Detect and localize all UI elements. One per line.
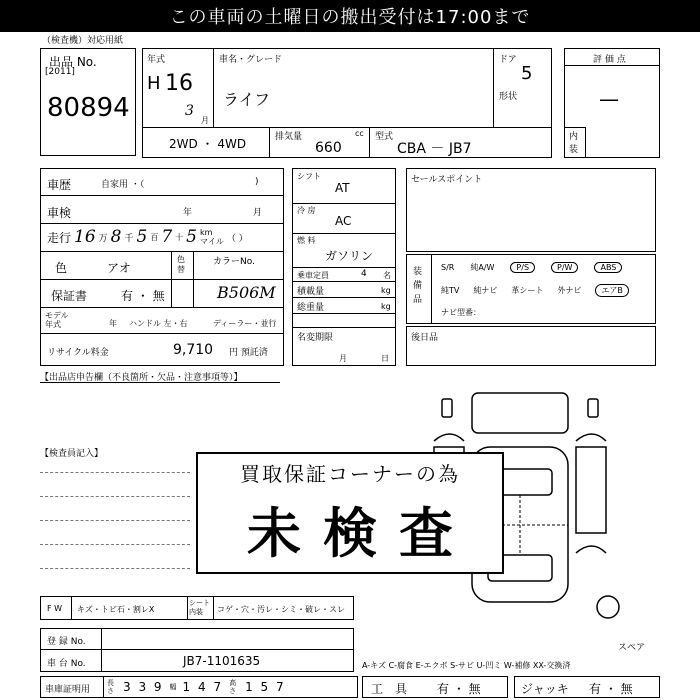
year-era: H <box>147 73 161 94</box>
color-label: 色 <box>55 261 68 275</box>
mileage-v5: 5 <box>186 227 197 247</box>
recycle-unit: 円 預託済 <box>229 348 268 358</box>
header-note: （検査機）対応用紙 <box>42 36 124 46</box>
width-value: 1 4 7 <box>182 680 224 694</box>
shape-label: 形状 <box>499 92 518 102</box>
mileage-label: 走行 <box>47 230 72 245</box>
fw-label: F W <box>47 604 63 613</box>
inspection-year-unit: 年 <box>183 208 193 218</box>
equip-tv: 純TV <box>441 286 460 295</box>
equip-navi-model: ナビ型番： <box>441 308 481 317</box>
width-label: 幅 <box>169 683 177 691</box>
dealer-type: ディーラー・並行 <box>213 319 277 328</box>
name-change-label: 名変期限 <box>297 333 334 343</box>
lot-box <box>40 48 136 156</box>
fuel-label: 燃 料 <box>297 236 316 245</box>
capacity-value: 4 <box>361 269 367 279</box>
warranty-value: 有 ・ 無 <box>121 289 165 303</box>
recycle-label: リサイクル料金 <box>47 348 109 358</box>
equip-power-steering: P/S <box>510 262 535 273</box>
mileage-row <box>47 227 248 247</box>
jack-value: 有 ・ 無 <box>589 682 633 696</box>
inspection-label: 車検 <box>47 206 72 220</box>
load-unit: kg <box>381 286 391 295</box>
mileage-ju: 十 <box>175 232 184 242</box>
equip-sunroof: S/R <box>441 263 455 272</box>
year-value: 16 <box>165 71 193 96</box>
displacement-label: 排気量 <box>275 132 303 142</box>
length-value: 3 3 9 <box>123 680 164 694</box>
color-change-label: 色替 <box>177 255 185 274</box>
color-code-label: カラーNo. <box>213 257 255 267</box>
vehicle-info-block <box>142 48 552 158</box>
mileage-v2: 8 <box>110 227 122 247</box>
inspection-month-unit: 月 <box>253 208 263 218</box>
gross-unit: kg <box>381 302 391 311</box>
sales-point-label: セールスポイント <box>411 175 483 185</box>
garage-cert-label: 車庫証明用 <box>45 685 91 695</box>
door-label: ドア <box>499 55 517 65</box>
declaration-label: 【出品店申告欄（不良箇所・欠品・注意事項等）】 <box>40 373 243 383</box>
year-month: 3 <box>185 103 194 119</box>
gross-label: 総重量 <box>297 303 325 313</box>
length-label: 長さ <box>107 679 114 695</box>
equipment-label: 装備品 <box>413 267 423 305</box>
equipment-row2 <box>441 284 629 297</box>
equip-power-window: P/W <box>551 262 578 273</box>
stamp-line2: 未検査 <box>247 502 475 565</box>
height-label: 高さ <box>229 679 237 695</box>
later-items-box <box>406 326 656 366</box>
jack-row <box>514 676 660 698</box>
color-code-value: B506M <box>217 283 276 302</box>
dimensions <box>107 679 286 695</box>
garage-cert-row <box>40 676 358 698</box>
registration-block <box>40 628 354 672</box>
score-value: — <box>599 87 619 111</box>
stamp-line1: 買取保証コーナーの為 <box>240 462 460 486</box>
seat-label: シート内装 <box>189 599 210 616</box>
history-value: 自家用 ・（ <box>101 180 145 190</box>
score-label: 評 価 点 <box>593 55 626 65</box>
displacement-value: 660 <box>315 140 342 156</box>
capacity-label: 乗車定員 <box>297 271 329 280</box>
sales-point-box <box>406 168 656 252</box>
spare-label: スペア <box>618 643 646 653</box>
tools-label: 工 具 <box>371 682 408 696</box>
model-label: 型式 <box>375 132 394 142</box>
tools-value: 有 ・ 無 <box>437 682 481 696</box>
ac-label: 冷 房 <box>297 206 316 215</box>
ac-value: AC <box>335 214 352 228</box>
model-year-unit: 年 <box>109 319 117 328</box>
car-name: ライフ <box>223 90 271 109</box>
chassis-value: JB7-1101635 <box>183 654 261 668</box>
mileage-sen: 千 <box>124 233 134 244</box>
capacity-unit: 名 <box>383 271 391 280</box>
fuel-value: ガソリン <box>325 249 374 263</box>
spec-block <box>292 168 396 366</box>
model-value: CBA － JB7 <box>397 141 472 157</box>
car-name-label: 車名・グレード <box>219 55 283 65</box>
mileage-v1: 16 <box>74 227 96 247</box>
equip-navi: 純ナビ <box>473 286 498 295</box>
equip-leather: 革シート <box>511 286 544 295</box>
mileage-v3: 5 <box>136 227 148 247</box>
equipment-box <box>406 254 656 324</box>
name-change-month: 月 <box>339 354 347 363</box>
recycle-value: 9,710 <box>173 342 214 358</box>
year-month-unit: 月 <box>201 116 209 125</box>
damage-legend: A-キズ C-腐食 E-エクボ S-サビ U-凹ミ W-補修 XX-交換済 <box>362 661 571 670</box>
mileage-v4: 7 <box>161 227 173 247</box>
history-close: ) <box>255 177 259 187</box>
seat-value: コゲ・穴・汚レ・シミ・破レ・スレ <box>217 605 345 614</box>
saturday-notice-banner: この車両の土曜日の搬出受付は17:00まで <box>0 0 700 32</box>
chassis-label: 車 台 No. <box>47 659 86 669</box>
lot-year-tag: [2011] <box>45 67 75 77</box>
fw-value: キズ・トビ石・割レX <box>77 605 155 614</box>
interior-label: 内装 <box>569 132 579 155</box>
history-label: 車歴 <box>47 178 72 192</box>
registration-label: 登 録 No. <box>47 637 86 647</box>
later-items-label: 後日品 <box>411 333 439 343</box>
equip-airbag: エアB <box>595 284 629 297</box>
inspector-label: 【検査員記入】 <box>40 449 104 459</box>
color-value: アオ <box>107 261 131 275</box>
mileage-paren: （ ） <box>226 233 248 244</box>
name-change-day: 日 <box>381 354 389 363</box>
not-inspected-stamp <box>196 452 504 574</box>
door-value: 5 <box>521 63 533 84</box>
mileage-hyaku: 百 <box>150 232 159 242</box>
shift-label: シフト <box>297 172 321 181</box>
shift-value: AT <box>335 181 350 195</box>
mileage-unit-km: km <box>200 228 213 237</box>
year-label: 年式 <box>147 55 166 65</box>
lot-number: 80894 <box>47 93 130 123</box>
equip-ext-navi: 外ナビ <box>557 286 582 295</box>
fw-seat-row <box>40 596 354 620</box>
mileage-unit-mile: マイル <box>200 237 224 246</box>
equip-alloy-wheel: 純A/W <box>470 263 495 272</box>
warranty-label: 保証書 <box>51 289 88 303</box>
model-year-label: モデル年式 <box>45 311 69 329</box>
jack-label: ジャッキ <box>521 682 569 696</box>
handle-side: ハンドル 左・右 <box>129 319 188 328</box>
equipment-row1 <box>441 262 622 273</box>
lot-label: 出品 No. <box>49 55 97 69</box>
drive-type: 2WD ・ 4WD <box>169 137 247 151</box>
load-label: 積載量 <box>297 287 325 297</box>
history-block <box>40 168 284 366</box>
displacement-unit: cc <box>355 129 364 138</box>
height-value: 1 5 7 <box>245 680 286 694</box>
mileage-man: 万 <box>98 233 108 244</box>
tools-row <box>362 676 508 698</box>
equip-abs: ABS <box>594 262 622 273</box>
score-box <box>564 48 660 158</box>
